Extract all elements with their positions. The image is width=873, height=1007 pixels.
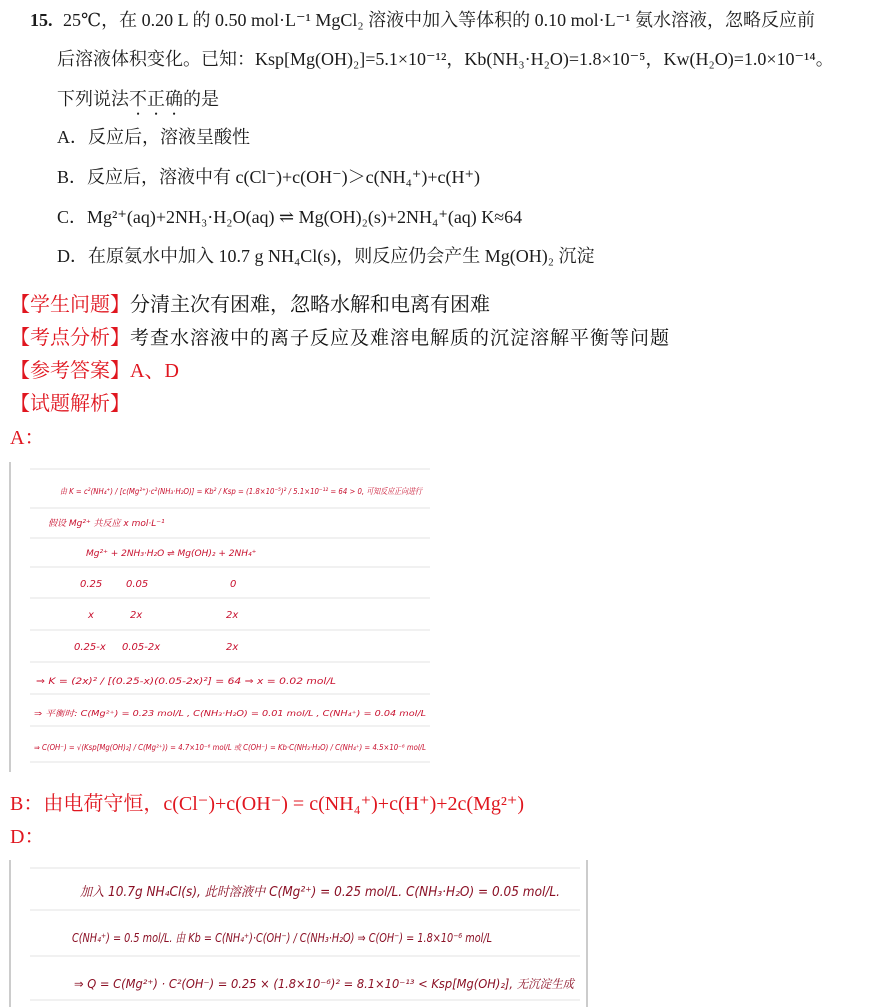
hw-a-line-4b: 0.05	[126, 579, 149, 590]
option-b-explanation: B：由电荷守恒，c(Cl⁻)+c(OH⁻) = c(NH₄⁺)+c(H⁺)+2c(Mg²⁺)	[10, 793, 525, 815]
option-b: B．反应后，溶液中有 c(Cl⁻)+c(OH⁻)＞c(NH₄⁺)+c(H⁺)	[57, 167, 480, 187]
hw-d-line-1: 加入 10.7g NH₄Cl(s), 此时溶液中 C(Mg²⁺) = 0.25 mol/L. C(NH₃·H₂O) = 0.05 mol/L.	[80, 885, 596, 900]
hw-a-line-6a: 0.25-x	[74, 642, 106, 653]
hw-a-line-6c: 2x	[226, 642, 239, 653]
option-c: C．Mg²⁺(aq)+2NH₃·H₂O(aq) ⇌ Mg(OH)₂(s)+2NH₄⁺(aq) K≈64	[57, 207, 523, 227]
hw-d-line-2: C(NH₄⁺) = 0.5 mol/L. 由 Kb = C(NH₄⁺)·C(OH⁻) / C(NH₃·H₂O) ⇒ C(OH⁻) = 1.8×10⁻⁶ mol/L	[72, 930, 493, 945]
option-a: A．反应后，溶液呈酸性	[57, 127, 250, 147]
question-line-1: 15. 25℃，在 0.20 L 的 0.50 mol·L⁻¹ MgCl₂ 溶液中加入等体积的 0.10 mol·L⁻¹ 氨水溶液，忽略反应前	[30, 10, 816, 30]
answer-line	[10, 354, 179, 383]
answer-label: 【参考答案】	[10, 360, 130, 382]
question-line-2: 后溶液体积变化。已知：Ksp[Mg(OH)₂]=5.1×10⁻¹²，Kb(NH₃·H₂O)=1.8×10⁻⁵，Kw(H₂O)=1.0×10⁻¹⁴。	[57, 49, 834, 69]
option-d: D．在原氨水中加入 10.7 g NH₄Cl(s)，则反应仍会产生 Mg(OH)₂ 沉淀	[57, 246, 595, 266]
key-point-label: 【考点分析】	[10, 327, 130, 349]
question-line-3: 下列说法不正确的是	[57, 89, 219, 109]
explanation-label: 【试题解析】	[10, 393, 130, 415]
hw-a-line-1: 由 K = c²(NH₄⁺) / [c(Mg²⁺)·c²(NH₃·H₂O)] = Kb² / Ksp = (1.8×10⁻⁵)² / 5.1×10⁻¹² = 64 > 0, 可知反应正向进行	[60, 486, 424, 496]
hw-a-line-2: 假设 Mg²⁺ 共反应 x mol·L⁻¹	[48, 519, 165, 529]
key-point-line: 【考点分析】考查水溶液中的离子反应及难溶电解质的沉淀溶解平衡等问题	[10, 327, 671, 349]
hw-a-line-5b: 2x	[130, 610, 143, 621]
hw-a-line-8: ⇒ 平衡时: C(Mg²⁺) = 0.23 mol/L , C(NH₃·H₂O) = 0.01 mol/L , C(NH₄⁺) = 0.04 mol/L	[34, 709, 426, 718]
hw-a-line-4c: 0	[230, 579, 237, 590]
handwritten-solution-d	[10, 860, 596, 1007]
handwritten-solution-a	[10, 462, 430, 772]
answer-text: A、D	[130, 360, 179, 382]
hw-a-line-7: ⇒ K = (2x)² / [(0.25-x)(0.05-2x)²] = 64 ⇒ x = 0.02 mol/L	[36, 677, 336, 687]
student-problem-label: 【学生问题】	[10, 294, 130, 316]
hw-a-line-9: ⇒ C(OH⁻) = √(Ksp[Mg(OH)₂] / C(Mg²⁺)) = 4.7×10⁻⁶ mol/L 或 C(OH⁻) = Kb·C(NH₃·H₂O) / C(NH₄⁺) = 4.5×10⁻⁶ mol/L	[34, 743, 426, 752]
hw-d-line-3: ⇒ Q = C(Mg²⁺) · C²(OH⁻) = 0.25 × (1.8×10⁻⁶)² = 8.1×10⁻¹³ < Ksp[Mg(OH)₂], 无沉淀生成	[74, 977, 576, 991]
hw-a-line-6b: 0.05-2x	[122, 642, 161, 653]
hw-a-line-3: Mg²⁺ + 2NH₃·H₂O ⇌ Mg(OH)₂ + 2NH₄⁺	[86, 549, 257, 559]
student-problem-line: 【学生问题】分清主次有困难，忽略水解和电离有困难	[10, 294, 490, 316]
hw-a-line-5a: x	[88, 610, 94, 621]
option-a-label: A：	[10, 427, 45, 449]
emphasis-not-correct: 不正确	[129, 89, 183, 109]
hw-a-line-5c: 2x	[226, 610, 239, 621]
option-d-label: D：	[10, 826, 45, 848]
question-number: 15.	[30, 10, 53, 30]
hw-a-line-4a: 0.25	[80, 579, 103, 590]
